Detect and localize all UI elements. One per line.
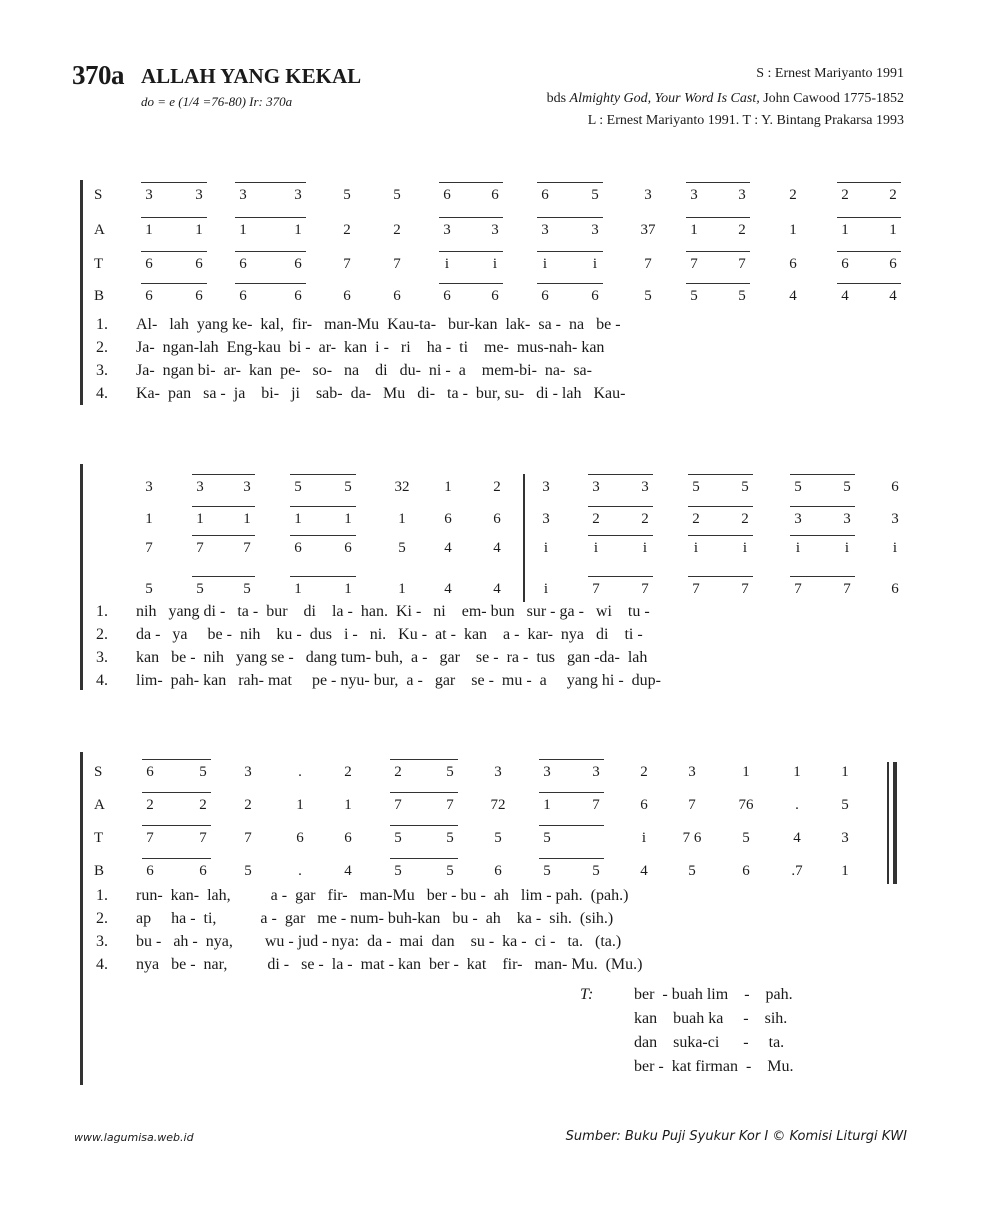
beam-line (439, 283, 503, 284)
voice-label: T (94, 256, 104, 272)
note: 1 (444, 479, 452, 495)
note: 4 (444, 540, 452, 556)
note: 7 (692, 581, 700, 597)
note: 6 (195, 256, 203, 272)
beam-line (142, 792, 211, 793)
note: 5 (494, 830, 502, 846)
note: 5 (688, 863, 696, 879)
note: 3 (542, 511, 550, 527)
note: 3 (738, 187, 746, 203)
hymn-title: ALLAH YANG KEKAL (141, 64, 362, 88)
note: i (641, 830, 647, 846)
beam-line (686, 182, 750, 183)
verse-lyrics: ap ha - ti, a - gar me - num- buh-kan bu - ah ka - sih. (sih.) (136, 910, 614, 927)
beam-line (539, 759, 604, 760)
note: 1 (398, 581, 406, 597)
verse-number: 4. (96, 956, 108, 973)
note: 6 (294, 256, 302, 272)
note: 1 (793, 764, 801, 780)
footer-source: Sumber: Buku Puji Syukur Kor I © Komisi Liturgi KWI (565, 1129, 907, 1144)
note: 4 (889, 288, 897, 304)
note: 7 6 (682, 830, 702, 846)
note: i (543, 540, 549, 556)
note: 72 (490, 797, 506, 813)
beam-line (688, 576, 753, 577)
credit-lyrics: L : Ernest Mariyanto 1991. T : Y. Bintang Prakarsa 1993 (587, 113, 904, 128)
note: 6 (344, 540, 352, 556)
note: 5 (741, 479, 749, 495)
note: 1 (841, 222, 849, 238)
note: 6 (493, 511, 501, 527)
note: 2 (344, 764, 352, 780)
beam-line (537, 251, 603, 252)
verse-lyrics: da - ya be - nih ku - dus i - ni. Ku - at - kan a - kar- nya di ti - (136, 626, 643, 643)
note: 4 (444, 581, 452, 597)
note: i (795, 540, 801, 556)
note: 6 (841, 256, 849, 272)
note: 2 (146, 797, 154, 813)
beam-line (290, 535, 356, 536)
beam-line (686, 283, 750, 284)
beam-line (686, 217, 750, 218)
verse-lyrics: bu - ah - nya, wu - jud - nya: da - mai dan su - ka - ci - ta. (ta.) (136, 933, 622, 950)
note: 6 (145, 288, 153, 304)
note: 4 (344, 863, 352, 879)
beam-line (390, 858, 458, 859)
beam-line (539, 858, 604, 859)
note: 5 (244, 863, 252, 879)
note: 7 (690, 256, 698, 272)
note: 6 (199, 863, 207, 879)
note: 3 (243, 479, 251, 495)
tenor-label: T: (580, 986, 594, 1003)
hymn-number: 370a (72, 60, 124, 90)
voice-label: S (94, 187, 103, 203)
note: 5 (738, 288, 746, 304)
note: 6 (541, 288, 549, 304)
note: 1 (841, 764, 849, 780)
beam-line (192, 506, 255, 507)
beam-line (837, 251, 901, 252)
note: 3 (591, 222, 599, 238)
note: 7 (644, 256, 652, 272)
note: 2 (592, 511, 600, 527)
credit-bds-author: John Cawood 1775-1852 (763, 91, 904, 106)
note: 1 (196, 511, 204, 527)
note: 3 (294, 187, 302, 203)
beam-line (588, 576, 653, 577)
tenor-lyrics: ber - buah lim - pah. (634, 986, 793, 1003)
note: 3 (494, 764, 502, 780)
verse-lyrics: nya be - nar, di - se - la - mat - kan ber - kat fir- man- Mu. (Mu.) (136, 956, 643, 973)
note: 5 (294, 479, 302, 495)
note: 3 (644, 187, 652, 203)
note: 3 (592, 479, 600, 495)
note: 6 (444, 511, 452, 527)
note: 2 (641, 511, 649, 527)
note: 4 (841, 288, 849, 304)
note: 1 (243, 511, 251, 527)
final-barline-thin (887, 762, 889, 884)
note: 7 (843, 581, 851, 597)
verse-number: 4. (96, 672, 108, 689)
beam-line (290, 474, 356, 475)
beam-line (588, 506, 653, 507)
note: 2 (640, 764, 648, 780)
note: 1 (294, 222, 302, 238)
verse-number: 3. (96, 649, 108, 666)
note: 3 (239, 187, 247, 203)
note: 5 (393, 187, 401, 203)
note: 6 (344, 830, 352, 846)
note: 3 (541, 222, 549, 238)
beam-line (537, 217, 603, 218)
voice-label: S (94, 764, 103, 780)
system-bracket (80, 180, 83, 405)
note: 4 (789, 288, 797, 304)
note: 1 (841, 863, 849, 879)
note: 1 (344, 511, 352, 527)
note: 4 (493, 540, 501, 556)
beam-line (390, 759, 458, 760)
note: 5 (843, 479, 851, 495)
note: 1 (145, 222, 153, 238)
note: 5 (644, 288, 652, 304)
note: 4 (640, 863, 648, 879)
note: 6 (393, 288, 401, 304)
credit-bds-prefix: bds (546, 91, 567, 106)
note: 7 (199, 830, 207, 846)
note: 6 (294, 540, 302, 556)
note: 6 (889, 256, 897, 272)
verse-number: 3. (96, 933, 108, 950)
note: 5 (398, 540, 406, 556)
note: 3 (244, 764, 252, 780)
note: 6 (443, 187, 451, 203)
note: 4 (493, 581, 501, 597)
note: i (444, 256, 450, 272)
beam-line (539, 825, 604, 826)
note: 6 (294, 288, 302, 304)
note: 2 (789, 187, 797, 203)
note: 6 (591, 288, 599, 304)
note: 6 (296, 830, 304, 846)
beam-line (141, 251, 207, 252)
note: 6 (146, 863, 154, 879)
note: 7 (446, 797, 454, 813)
note: 5 (742, 830, 750, 846)
note: 3 (690, 187, 698, 203)
beam-line (290, 506, 356, 507)
note: i (543, 581, 549, 597)
note: 5 (446, 863, 454, 879)
note: 3 (891, 511, 899, 527)
note: 5 (145, 581, 153, 597)
beam-line (790, 576, 855, 577)
note: 7 (146, 830, 154, 846)
verse-lyrics: lim- pah- kan rah- mat pe - nyu- bur, a - gar se - mu - a yang hi - dup- (136, 672, 661, 689)
note: 3 (196, 479, 204, 495)
note: 6 (145, 256, 153, 272)
note: 5 (199, 764, 207, 780)
note: 7 (196, 540, 204, 556)
beam-line (439, 182, 503, 183)
beam-line (142, 759, 211, 760)
beam-line (192, 474, 255, 475)
voice-label: B (94, 863, 105, 879)
credit-original (547, 91, 904, 107)
note: 2 (841, 187, 849, 203)
note: 5 (344, 479, 352, 495)
note: i (592, 256, 598, 272)
note: 6 (239, 288, 247, 304)
beam-line (141, 217, 207, 218)
beam-line (390, 792, 458, 793)
beam-line (790, 535, 855, 536)
note: 2 (692, 511, 700, 527)
note: 1 (145, 511, 153, 527)
verse-lyrics: nih yang di - ta - bur di la - han. Ki - ni em- bun sur - ga - wi tu - (136, 603, 650, 620)
note: 5 (243, 581, 251, 597)
beam-line (141, 283, 207, 284)
note: 1 (398, 511, 406, 527)
note: 3 (592, 764, 600, 780)
beam-line (790, 506, 855, 507)
note: 5 (196, 581, 204, 597)
note: 5 (543, 830, 551, 846)
verse-number: 1. (96, 316, 108, 333)
note: 1 (239, 222, 247, 238)
note: 3 (794, 511, 802, 527)
note: .7 (791, 863, 803, 879)
verse-lyrics: Ja- ngan bi- ar- kan pe- so- na di du- ni - a mem-bi- na- sa- (136, 362, 592, 379)
note: 1 (294, 581, 302, 597)
note: 1 (344, 581, 352, 597)
beam-line (588, 535, 653, 536)
note: 7 (145, 540, 153, 556)
note: 6 (491, 288, 499, 304)
voice-label: T (94, 830, 104, 846)
beam-line (235, 182, 306, 183)
tenor-lyrics: dan suka-ci - ta. (634, 1034, 785, 1051)
beam-line (141, 182, 207, 183)
note: 37 (640, 222, 656, 238)
beam-line (142, 858, 211, 859)
beam-line (688, 506, 753, 507)
note: 76 (738, 797, 754, 813)
credit-music: S : Ernest Mariyanto 1991 (756, 66, 904, 81)
note: 2 (889, 187, 897, 203)
beam-line (537, 283, 603, 284)
note: i (742, 540, 748, 556)
verse-lyrics: Al- lah yang ke- kal, fir- man-Mu Kau-ta- bur-kan lak- sa - na be - (136, 316, 621, 333)
beam-line (790, 474, 855, 475)
note: 7 (688, 797, 696, 813)
note: . (795, 797, 799, 813)
note: 7 (592, 797, 600, 813)
credit-bds-title: Almighty God, Your Word Is Cast, (569, 91, 760, 106)
beam-line (837, 283, 901, 284)
note: 5 (692, 479, 700, 495)
beam-line (235, 251, 306, 252)
note: 6 (789, 256, 797, 272)
note: 5 (592, 863, 600, 879)
note: i (844, 540, 850, 556)
note: 4 (793, 830, 801, 846)
tenor-lyrics: ber - kat firman - Mu. (634, 1058, 794, 1075)
note: 6 (195, 288, 203, 304)
note: 3 (443, 222, 451, 238)
beam-line (537, 182, 603, 183)
note: 3 (195, 187, 203, 203)
note: 3 (641, 479, 649, 495)
note: 5 (841, 797, 849, 813)
system-bracket (80, 752, 83, 1085)
note: 2 (493, 479, 501, 495)
note: 2 (199, 797, 207, 813)
note: 3 (145, 187, 153, 203)
beam-line (390, 825, 458, 826)
note: 5 (446, 764, 454, 780)
note: 3 (843, 511, 851, 527)
verse-lyrics: Ka- pan sa - ja bi- ji sab- da- Mu di- ta - bur, su- di - lah Kau- (136, 385, 626, 402)
note: 6 (494, 863, 502, 879)
note: 6 (146, 764, 154, 780)
note: 6 (491, 187, 499, 203)
note: 3 (145, 479, 153, 495)
note: 7 (592, 581, 600, 597)
verse-lyrics: run- kan- lah, a - gar fir- man-Mu ber - bu - ah lim - pah. (pah.) (136, 887, 629, 904)
note: 5 (343, 187, 351, 203)
note: 1 (294, 511, 302, 527)
beam-line (235, 283, 306, 284)
final-barline-thick (893, 762, 897, 884)
note: 6 (640, 797, 648, 813)
note: 1 (344, 797, 352, 813)
beam-line (837, 182, 901, 183)
note: i (542, 256, 548, 272)
note: 6 (891, 581, 899, 597)
beam-line (235, 217, 306, 218)
beam-line (837, 217, 901, 218)
note: 7 (641, 581, 649, 597)
beam-line (688, 474, 753, 475)
note: 2 (343, 222, 351, 238)
note: 1 (690, 222, 698, 238)
note: 1 (543, 797, 551, 813)
note: 7 (243, 540, 251, 556)
note: . (298, 863, 302, 879)
tenor-lyrics: kan buah ka - sih. (634, 1010, 788, 1027)
note: i (892, 540, 898, 556)
note: 6 (443, 288, 451, 304)
note: 1 (195, 222, 203, 238)
note: i (693, 540, 699, 556)
note: 2 (738, 222, 746, 238)
note: . (298, 764, 302, 780)
verse-number: 1. (96, 603, 108, 620)
note: 3 (491, 222, 499, 238)
note: 3 (841, 830, 849, 846)
note: 5 (794, 479, 802, 495)
note: 2 (244, 797, 252, 813)
note: 5 (446, 830, 454, 846)
barline (523, 474, 525, 602)
note: 1 (742, 764, 750, 780)
beam-line (439, 217, 503, 218)
beam-line (686, 251, 750, 252)
verse-number: 1. (96, 887, 108, 904)
beam-line (688, 535, 753, 536)
note: 3 (542, 479, 550, 495)
note: 6 (239, 256, 247, 272)
verse-number: 2. (96, 626, 108, 643)
note: 1 (789, 222, 797, 238)
note: i (492, 256, 498, 272)
note: 6 (742, 863, 750, 879)
note: 6 (343, 288, 351, 304)
beam-line (192, 535, 255, 536)
verse-number: 2. (96, 910, 108, 927)
beam-line (290, 576, 356, 577)
note: 2 (394, 764, 402, 780)
note: 7 (244, 830, 252, 846)
voice-label: A (94, 222, 105, 238)
note: 5 (394, 830, 402, 846)
note: 1 (889, 222, 897, 238)
note: 2 (393, 222, 401, 238)
note: 5 (591, 187, 599, 203)
note: 7 (394, 797, 402, 813)
note: 7 (343, 256, 351, 272)
beam-line (142, 825, 211, 826)
note: 5 (690, 288, 698, 304)
note: 7 (741, 581, 749, 597)
beam-line (588, 474, 653, 475)
note: 7 (393, 256, 401, 272)
note: 3 (543, 764, 551, 780)
note: 6 (541, 187, 549, 203)
note: 1 (296, 797, 304, 813)
beam-line (192, 576, 255, 577)
beam-line (439, 251, 503, 252)
note: 6 (891, 479, 899, 495)
note: i (593, 540, 599, 556)
voice-label: B (94, 288, 105, 304)
verse-number: 4. (96, 385, 108, 402)
verse-lyrics: Ja- ngan-lah Eng-kau bi - ar- kan i - ri ha - ti me- mus-nah- kan (136, 339, 605, 356)
verse-lyrics: kan be - nih yang se - dang tum- buh, a - gar se - ra - tus gan -da- lah (136, 649, 648, 666)
note: 2 (741, 511, 749, 527)
note: 7 (794, 581, 802, 597)
beam-line (539, 792, 604, 793)
voice-label: A (94, 797, 105, 813)
note: 5 (543, 863, 551, 879)
note: 5 (394, 863, 402, 879)
note: i (642, 540, 648, 556)
tempo-marking: do = e (1/4 =76-80) Ir: 370a (141, 94, 293, 109)
system-bracket (80, 464, 83, 690)
note: 32 (394, 479, 410, 495)
verse-number: 3. (96, 362, 108, 379)
note: 3 (688, 764, 696, 780)
note: 7 (738, 256, 746, 272)
verse-number: 2. (96, 339, 108, 356)
footer-website: www.lagumisa.web.id (74, 1131, 194, 1144)
